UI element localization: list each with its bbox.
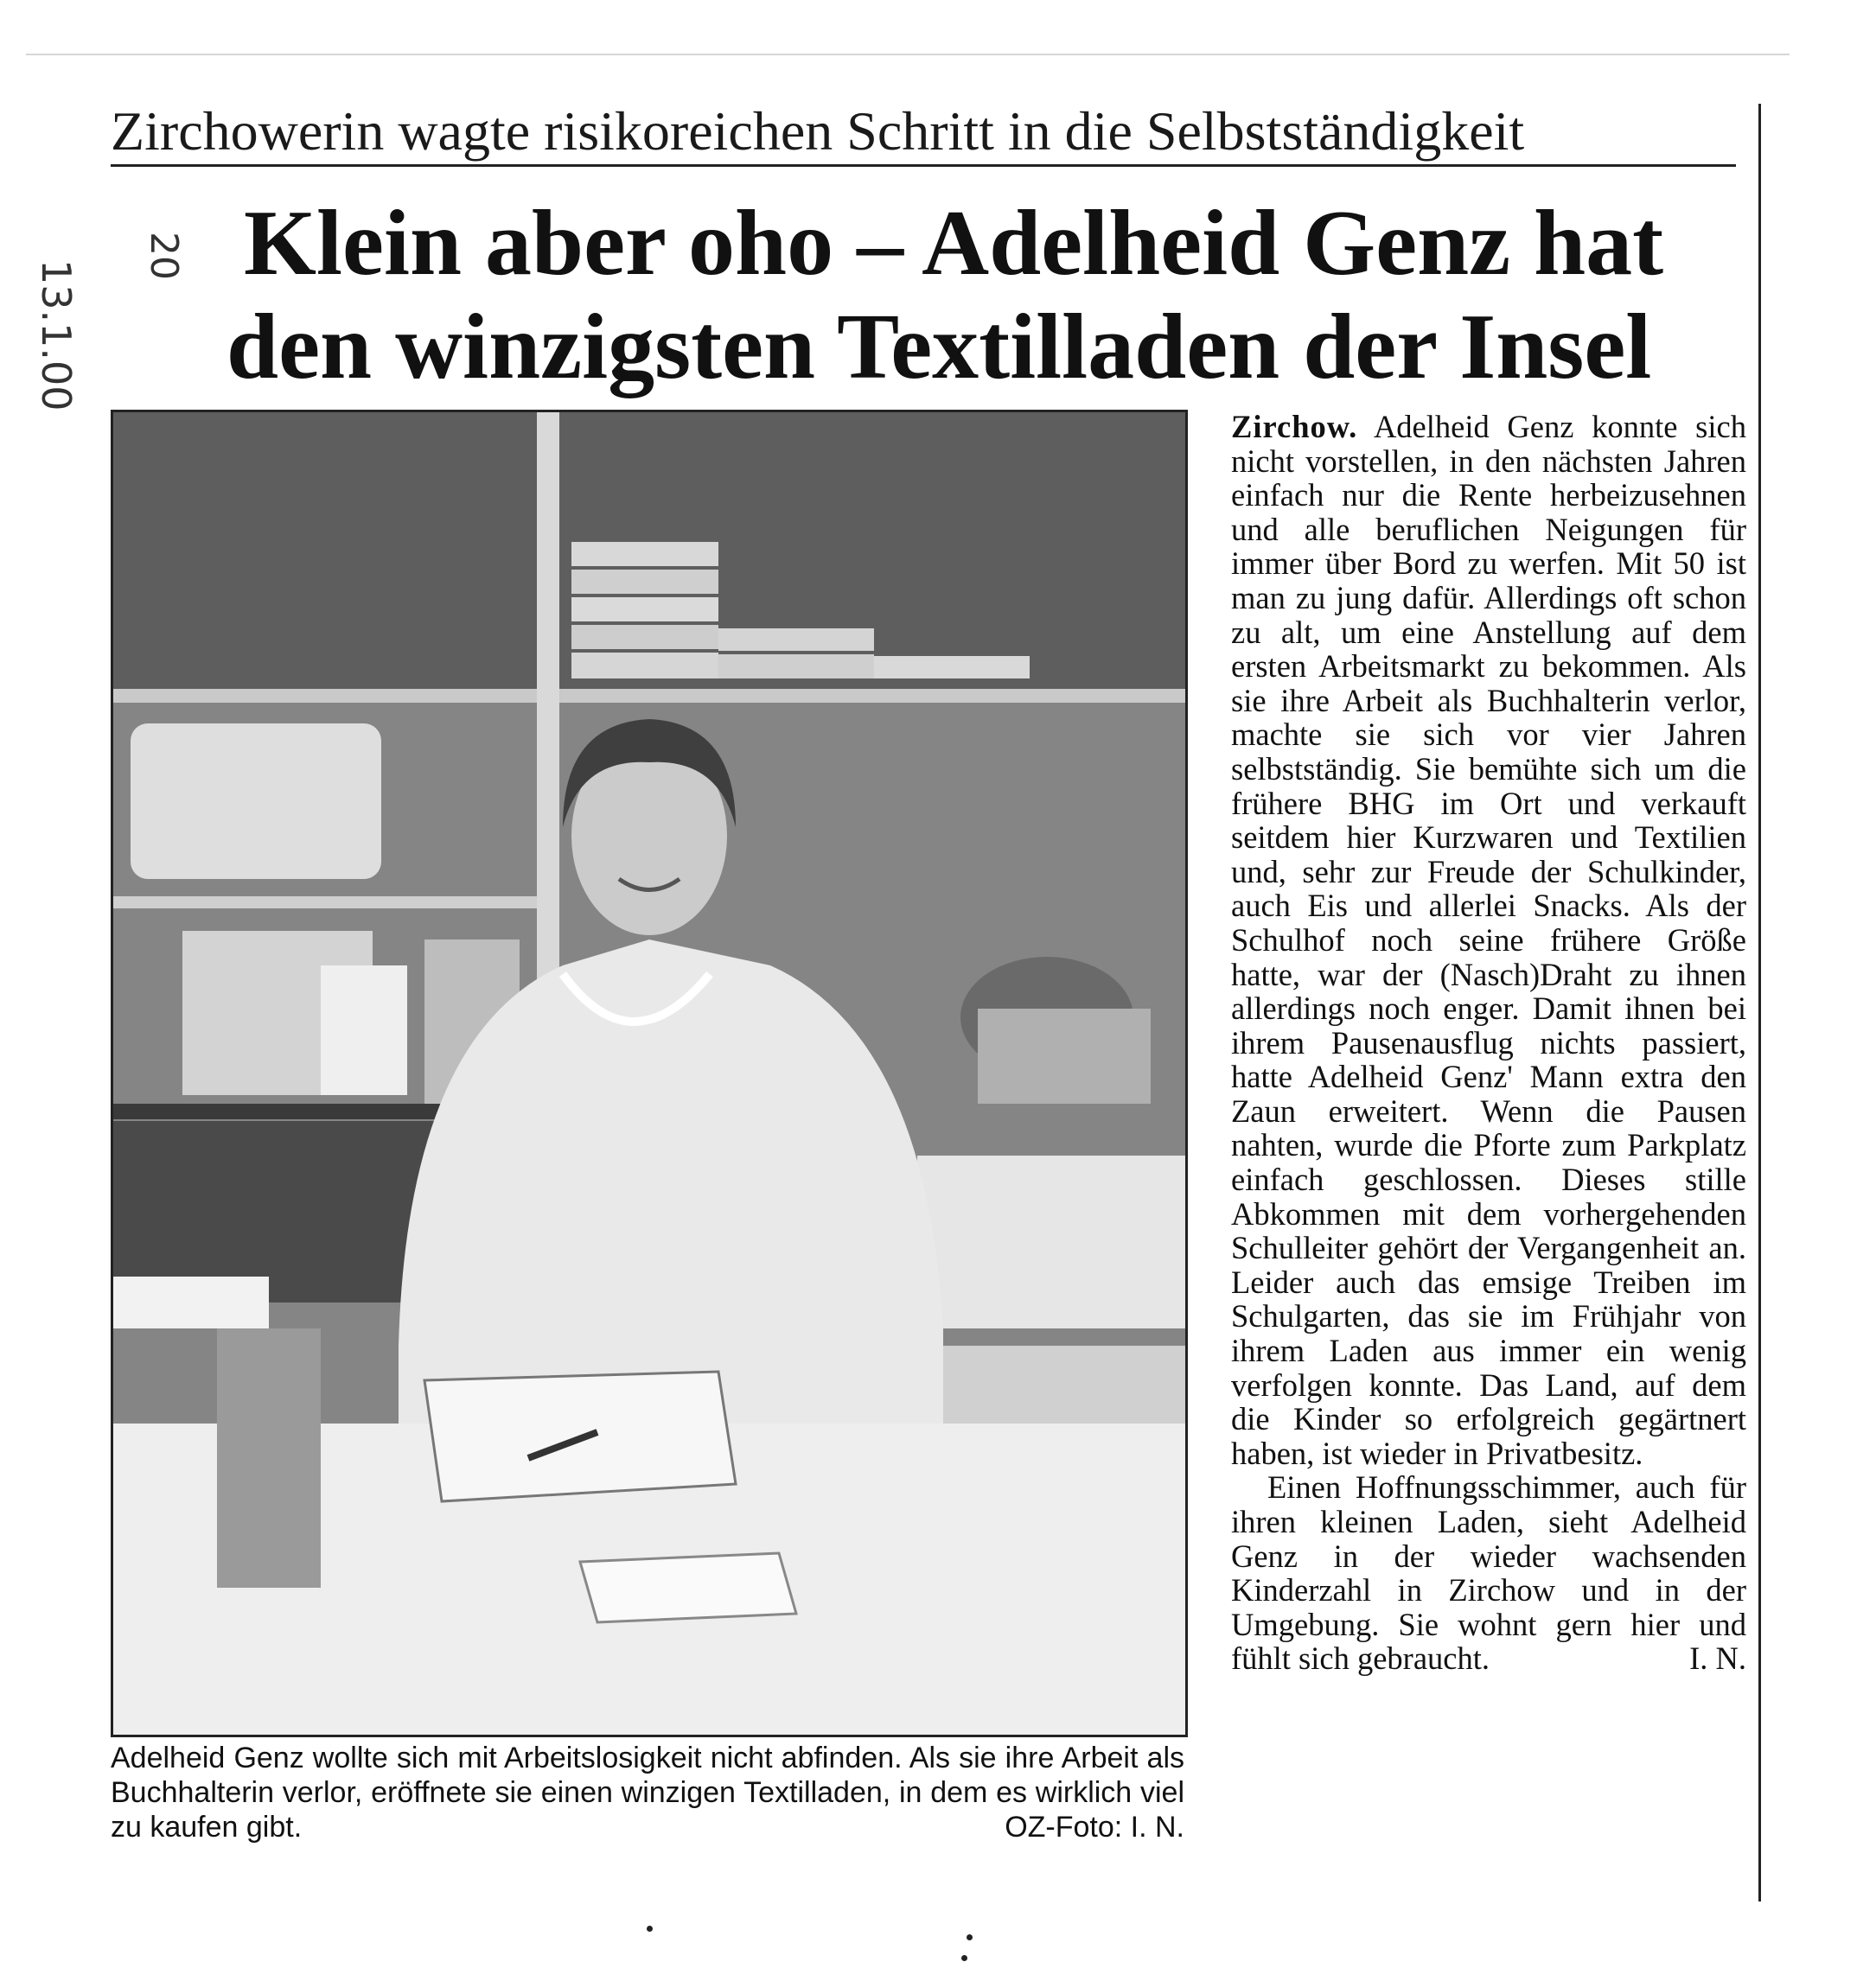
column-rule [1758,104,1761,1901]
author-initials: I. N. [1689,1640,1746,1677]
box-stack [571,542,718,566]
paragraph-2: Einen Hoffnungsschimmer, auch für ihren kleinen Laden, sieht Adelheid Genz in der wieder wachsenden Kinderzahl in Zirchow und in der Umgebung. Sie wohnt gern hier und fühlt sich gebraucht. [1231,1469,1746,1677]
folded-textiles [131,723,381,879]
cash-register [113,1277,269,1328]
picture-frame [321,965,407,1095]
dateline: Zirchow. [1231,409,1358,444]
handwritten-date: 13.1.00 [33,259,80,411]
headline-line-2: den winzigsten Textilladen der Insel [227,296,1652,398]
caption-text: Adelheid Genz wollte sich mit Arbeitslosigkeit nicht abfinden. Als sie ihre Arbeit als Buchhalterin verlor, eröffnete sie einen winzigen Textilladen, in dem es wirklich viel zu kaufen gibt. [111,1742,1184,1844]
article-photo [111,410,1188,1737]
handwritten-mark: 20 [142,232,186,280]
kicker-rule [111,164,1736,167]
photo-caption [111,1741,1184,1844]
scan-speck [967,1934,973,1940]
scan-edge-line [26,54,1790,55]
photo-credit: OZ-Foto: I. N. [1005,1811,1184,1844]
pen-holder [217,1328,321,1588]
headline-line-1: Klein aber oho – Adelheid Genz hat [244,192,1664,295]
shelf-board [113,689,1185,703]
linen-stack [917,1156,1185,1328]
headline [227,192,1713,399]
scan-speck [647,1926,653,1932]
kicker: Zirchowerin wagte risikoreichen Schritt in die Selbstständigkeit [111,100,1525,162]
article-body [1231,410,1746,1676]
paragraph-1-text: Adelheid Genz konnte sich nicht vorstellen, in den nächsten Jahren einfach nur die Rente herbeizusehnen und alle beruflichen Neigungen für immer über Bord zu werfen. Mit 50 ist man zu jung dafür. Allerdings oft schon zu alt, um eine Anstellung auf dem ersten Arbeitsmarkt zu bekommen. Als sie ihre Arbeit als Buchhalterin verlor, machte sie sich vor vier Jahren selbstständig. Sie bemühte sich um die frühere BHG im Ort und verkauft seitdem hier Kurzwaren und Textilien und, sehr zur Freude der Schulkinder, auch Eis und allerlei Snacks. Als der Schulhof noch seine frühere Größe hatte, war der (Nasch)Draht zu ihnen allerdings noch enger. Damit ihnen bei ihrem Pausenausflug nichts passiert, hatte Adelheid Genz' Mann extra den Zaun erweitert. Wenn die Pausen nahten, wurde die Pforte zum Parkplatz einfach geschlossen. Dieses stille Abkommen mit dem vorhergehenden Schulleiter gehört der Vergangenheit an. Leider auch das emsige Treiben im Schulgarten, das sie im Frühjahr von ihrem Laden aus immer ein wenig verfolgen konnte. Das Land, auf dem die Kinder so erfolgreich gegärtnert haben, ist wieder in Privatbesitz. [1231,409,1746,1471]
scan-speck [961,1955,967,1961]
paragraph-1 [1231,410,1746,1470]
